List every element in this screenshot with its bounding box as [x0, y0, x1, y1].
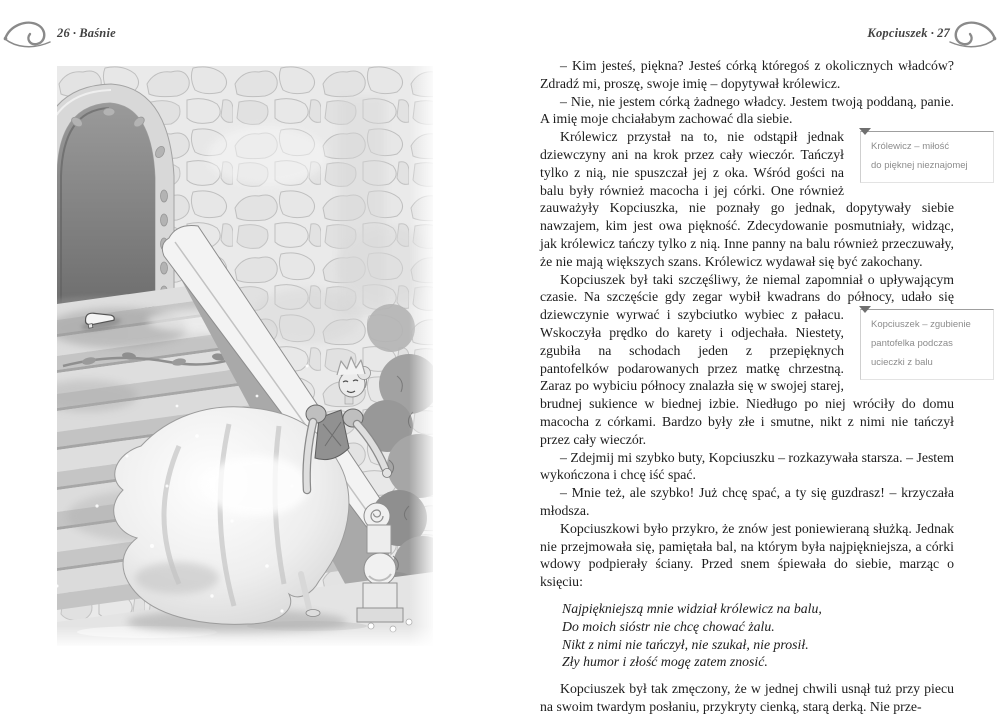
left-page-header: [57, 27, 116, 40]
chapter-title: Kopciuszek: [867, 26, 928, 40]
right-page-number: 27: [937, 26, 950, 40]
paragraph-text: Królewicz przystał na to, nie odstąpił jednak dziewczyny ani na krok przez cały wieczór. Tańczył tylko z nią, nie spuszczał jej z oka. Wśród gości na balu były również macocha i jej córki. One również zauważyły Kopciuszka, nie poznały go jednak, dopytywały siebie nawzajem, kim jest owa piękność. Zdecydowanie posmutniały, widząc, jak królewicz tańczy tylko z nią. Inne panny na balu również przeczuwały, że nie mają większych szans. Królewicz wydawał się być zakochany.: [540, 129, 954, 269]
edge-fade: [409, 66, 433, 646]
paragraph: [540, 680, 954, 716]
paragraph: [540, 484, 954, 520]
poem-line: Najpiękniejszą mnie widział królewicz na balu,: [562, 600, 822, 616]
story-text-column: [540, 57, 971, 716]
edge-fade: [57, 626, 433, 646]
arch-doorway: [57, 84, 174, 316]
poem: [562, 600, 954, 671]
margin-note-line: Królewicz – miłość: [871, 141, 950, 153]
left-page-number: 26: [57, 26, 70, 40]
poem-line: Nikt z nimi nie tańczył, nie szukał, nie prosił.: [562, 636, 809, 652]
paragraph: [540, 57, 954, 93]
header-separator: ·: [72, 26, 77, 40]
margin-note: [860, 309, 994, 380]
margin-note: [860, 131, 994, 183]
paragraph-text: Wskoczyła prędko do karety i odjechała. Niestety, zgubiła na schodach jeden z przepięknych pantofelków podarowanych przez matkę chrzestną. Zaraz po wybiciu północy znalazła się w swojej starej, brudnej sukience w biednej izbie. Niedługo po niej wróciły do domu macocha z córkami. Bardzo były złe i smutne, nikt z nimi nie tańczył przez cały wieczór.: [540, 324, 954, 447]
paragraph: [540, 271, 971, 449]
paragraph: [540, 520, 954, 591]
margin-note-line: ucieczki z balu: [871, 357, 933, 369]
paragraph: [540, 449, 954, 485]
bare-foot: [306, 610, 320, 617]
paragraph-text: – Nie, nie jestem córką żadnego władcy. Jestem twoją poddaną, panie. A imię moje chciałabym zachować dla siebie.: [540, 93, 954, 127]
poem-line: Do moich sióstr nie chcę chować żalu.: [562, 618, 775, 634]
cinderella-illustration: [57, 66, 433, 646]
poem-line: Zły humor i złość mogę zatem znosić.: [562, 654, 768, 670]
margin-note-line: pantofelka podczas: [871, 338, 953, 350]
header-separator: ·: [930, 26, 935, 40]
corner-flourish-icon: [2, 18, 54, 56]
paragraph: [540, 93, 954, 129]
paragraph-text: Kopciuszek był tak zmęczony, że w jednej chwili usnął tuż przy piecu na swoim twardym posłaniu, przykryty cienką, starą derką. Nie prze-: [540, 681, 954, 714]
paragraph-text: – Kim jesteś, piękna? Jesteś córką któregoś z okolicznych władców? Zdradź mi, proszę, swoje imię – dopytywał królewicz.: [540, 58, 954, 91]
margin-note-line: Kopciuszek – zgubienie: [871, 319, 971, 331]
hand: [383, 469, 392, 478]
note-marker-icon: [859, 128, 871, 135]
paragraph-text: Kopciuszkowi było przykro, że znów jest poniewieraną służką. Jednak nie przejmowała się, pamiętała bal, na którym była najpiękniejsza, a córki wdowy podpierały ściany. Przed snem śpiewała do siebie, marząc o księciu:: [540, 520, 954, 590]
book-title: Baśnie: [79, 26, 116, 40]
margin-note-line: do pięknej nieznajomej: [871, 160, 968, 172]
paragraph-text: Kopciuszek był taki szczęśliwy, że niemal zapomniał o upływającym czasie. Na szczęście gdy zegar wybił kwadrans do północy, udało się dziewczynie wyrwać i szybciutko wybiec z pałacu.: [540, 271, 954, 323]
corner-flourish-icon: [946, 18, 998, 56]
right-page-header: [867, 27, 950, 40]
paragraph-text: – Zdejmij mi szybko buty, Kopciuszku – rozkazywała starsza. – Jestem wykończona i chcę iść spać.: [540, 449, 954, 483]
note-marker-icon: [859, 306, 871, 313]
paragraph: [540, 128, 968, 270]
paragraph-text: – Mnie też, ale szybko! Już chcę spać, a ty się guzdrasz! – krzyczała młodsza.: [540, 485, 954, 518]
